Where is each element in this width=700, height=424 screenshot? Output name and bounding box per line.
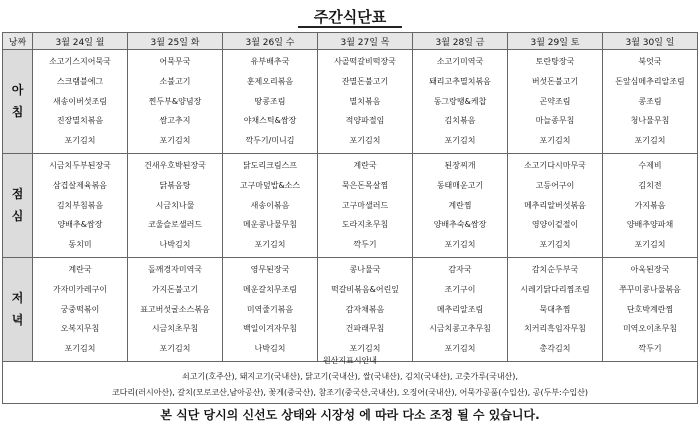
dish-item: 감자국 (448, 264, 472, 274)
menu-cell (508, 153, 603, 257)
title-underline (298, 26, 402, 28)
menu-cell (603, 153, 698, 257)
dish-item: 새송이볶음 (250, 200, 290, 210)
dish-item: 나박김치 (254, 344, 286, 354)
dish-item: 김치볶음 (444, 116, 476, 126)
dish-item: 수제비 (638, 160, 662, 170)
dish-item: 감치순두부국 (531, 264, 579, 274)
dish-item: 스크램블에그 (56, 76, 104, 86)
page-title: 주간식단표 (313, 8, 387, 26)
dish-item: 시금치나물 (155, 200, 195, 210)
dish-item: 오복지무침 (60, 324, 100, 334)
menu-cell (223, 257, 318, 361)
dish-item: 닭볶음탕 (159, 180, 191, 190)
dish-item: 포기김치 (349, 344, 381, 354)
dish-item: 콩나물국 (349, 264, 381, 274)
dish-item: 백일이겨자무침 (242, 324, 298, 334)
origin-notice (2, 351, 698, 404)
dish-item: 떡갈비볶음&어린잎 (330, 284, 400, 294)
corner-cell: 낭짜 (3, 33, 33, 50)
dish-item: 소불고기 (159, 76, 191, 86)
dish-item: 시금치두부된장국 (49, 160, 111, 170)
dish-item: 버섯돈불고기 (531, 76, 579, 86)
dish-item: 포기김치 (444, 136, 476, 146)
meal-label: 아 침 (3, 50, 33, 154)
menu-cell (33, 153, 128, 257)
dish-item: 깍두기 (353, 240, 377, 250)
dish-item: 나박김치 (159, 240, 191, 250)
dish-item: 메추리알버섯볶음 (524, 200, 586, 210)
menu-cell (128, 50, 223, 154)
dish-item: 계란국 (68, 264, 92, 274)
dish-item: 영양이겉절이 (531, 220, 579, 230)
dish-item: 포기김치 (539, 136, 571, 146)
dish-item: 포기김치 (159, 136, 191, 146)
dish-item: 코울슬로샐러드 (147, 220, 203, 230)
dish-item: 메운콩나물무침 (242, 220, 298, 230)
menu-cell (603, 257, 698, 361)
dish-item: 포기김치 (254, 240, 286, 250)
dish-item: 조기구이 (444, 284, 476, 294)
dish-item: 어묵무국 (159, 57, 191, 66)
dish-item: 청나물무침 (630, 116, 670, 126)
menu-cell (508, 50, 603, 154)
weekly-menu-table (2, 32, 698, 362)
origin-title: 원산지표시안내 (322, 356, 378, 365)
dish-item: 고등어구이 (535, 180, 575, 190)
menu-cell (223, 153, 318, 257)
dish-item: 찐두부&양념장 (148, 96, 202, 106)
dish-item: 포기김치 (444, 240, 476, 250)
dish-item: 깍두기/미니김 (245, 136, 295, 146)
dish-item: 포기김치 (444, 344, 476, 354)
dish-item: 계란국 (353, 160, 377, 170)
dish-item: 김치전 (638, 180, 662, 190)
dish-item: 시레기닭다리찜조림 (520, 284, 590, 294)
dish-item: 포기김치 (539, 240, 571, 250)
dish-item: 가지볶음 (634, 200, 666, 210)
dish-item: 궁중떡볶이 (60, 304, 100, 314)
menu-cell (33, 257, 128, 361)
dish-item: 포기김치 (634, 136, 666, 146)
dish-item: 토란탕장국 (535, 57, 575, 66)
dish-item: 소고기다시마무국 (524, 160, 586, 170)
dish-item: 포기김치 (349, 136, 381, 146)
dish-item: 삼겹살제육볶음 (52, 180, 108, 190)
dish-item: 고구마샐러드 (341, 200, 389, 210)
dish-item: 미역오이초무침 (622, 324, 678, 334)
dish-item: 돈앞심메추리알조림 (615, 76, 685, 86)
dish-item: 소고기미역국 (436, 57, 484, 66)
meal-row (3, 257, 698, 361)
dish-item: 동태매운고기 (436, 180, 484, 190)
menu-cell (318, 257, 413, 361)
dish-item: 적양파절임 (345, 116, 385, 126)
dish-item: 양배추숙&쌈장 (433, 220, 487, 230)
menu-cell (223, 50, 318, 154)
dish-item: 콩조림 (638, 96, 662, 106)
dish-item: 닭도리크림스프 (242, 160, 298, 170)
dish-item: 쌈고추지 (159, 116, 191, 126)
dish-item: 영무된장국 (250, 264, 290, 274)
dish-item: 멸치볶음 (349, 96, 381, 106)
dish-item: 양배추&쌈장 (57, 220, 103, 230)
meal-row (3, 50, 698, 154)
dish-item: 땅콩조림 (254, 96, 286, 106)
day-header: 3월 30일 일 (603, 33, 698, 50)
dish-item: 포기김치 (64, 344, 96, 354)
dish-item: 훈제오리볶음 (246, 76, 294, 86)
day-header: 3월 27일 목 (318, 33, 413, 50)
dish-item: 돌깨경자미역국 (147, 264, 203, 274)
dish-item: 묵대추찜 (539, 304, 571, 314)
dish-item: 아욱된장국 (630, 264, 670, 274)
dish-item: 메추리알조림 (436, 304, 484, 314)
dish-item: 동그랑땡&케찹 (433, 96, 487, 106)
meal-label: 저 녁 (3, 257, 33, 361)
dish-item: 표고버섯굴소스볶음 (140, 304, 210, 314)
dish-item: 북엇국 (638, 57, 662, 66)
menu-cell (33, 50, 128, 154)
dish-item: 마늘종무침 (535, 116, 575, 126)
menu-cell (318, 50, 413, 154)
menu-cell (318, 153, 413, 257)
dish-item: 돼리고추멸치볶음 (429, 76, 491, 86)
dish-item: 건새우호박된장국 (144, 160, 206, 170)
menu-cell (413, 153, 508, 257)
menu-cell (128, 257, 223, 361)
dish-item: 시금치콩고추무침 (429, 324, 491, 334)
dish-item: 잔멸돈불고기 (341, 76, 389, 86)
dish-item: 유부배추국 (250, 57, 290, 66)
origin-line: 코다리(러시아산), 갈치(모로코산,남아공산), 꽃게(중국산), 참조기(중국산,국내산), 오징어(국내산), 어묵가공품(수입산), 공(두부:수입산) (111, 388, 589, 397)
menu-cell (128, 153, 223, 257)
dish-item: 된장찌개 (444, 160, 476, 170)
dish-item: 단호박계란찜 (626, 304, 674, 314)
dish-item: 묵은돈목살찜 (341, 180, 389, 190)
adjustment-notice: 본 식단 당시의 신선도 상태와 시장성 에 따라 다소 조정 될 수 있습니다. (160, 408, 540, 422)
dish-item: 치커리흑임자무침 (524, 324, 586, 334)
dish-item: 가자미카레구이 (52, 284, 108, 294)
meal-row (3, 153, 698, 257)
header-row (3, 33, 698, 50)
dish-item: 총각김치 (539, 344, 571, 354)
dish-item: 미역줄기볶음 (246, 304, 294, 314)
dish-item: 새송이버섯조림 (52, 96, 108, 106)
dish-item: 메운갈치무조림 (242, 284, 298, 294)
dish-item: 소고기스지어묵국 (49, 57, 111, 66)
day-header: 3월 29일 토 (508, 33, 603, 50)
dish-item: 감자채볶음 (345, 304, 385, 314)
dish-item: 포기김치 (64, 136, 96, 146)
menu-cell (603, 50, 698, 154)
day-header: 3월 25일 화 (128, 33, 223, 50)
menu-cell (413, 257, 508, 361)
meal-label: 점 심 (3, 153, 33, 257)
dish-item: 양배추양파채 (626, 220, 674, 230)
day-header: 3월 26일 수 (223, 33, 318, 50)
dish-item: 쭈꾸미콩나물볶음 (619, 284, 681, 294)
dish-item: 도라지초무침 (341, 220, 389, 230)
menu-cell (413, 50, 508, 154)
dish-item: 포기김치 (634, 240, 666, 250)
dish-item: 고구마덮밥&소스 (239, 180, 301, 190)
day-header: 3월 28일 금 (413, 33, 508, 50)
menu-cell (508, 257, 603, 361)
dish-item: 시금치초무침 (151, 324, 199, 334)
day-header: 3월 24일 월 (33, 33, 128, 50)
dish-item: 건파래무침 (345, 324, 385, 334)
dish-item: 가지돈불고기 (151, 284, 199, 294)
dish-item: 진장멸치볶음 (56, 116, 104, 126)
dish-item: 사골떡갈비떡장국 (334, 57, 396, 66)
dish-item: 포기김치 (159, 344, 191, 354)
dish-item: 계란찜 (448, 200, 472, 210)
dish-item: 동치미 (68, 240, 92, 250)
dish-item: 김치부침볶음 (56, 200, 104, 210)
origin-line: 쇠고기(호주산), 돼지고기(국내산), 닭고기(국내산), 쌀(국내산), 김치(국내산), 고춧가루(국내산), (182, 372, 518, 381)
dish-item: 곤약조림 (539, 96, 571, 106)
dish-item: 깍두기 (638, 344, 662, 354)
dish-item: 야채스틱&쌈장 (243, 116, 297, 126)
